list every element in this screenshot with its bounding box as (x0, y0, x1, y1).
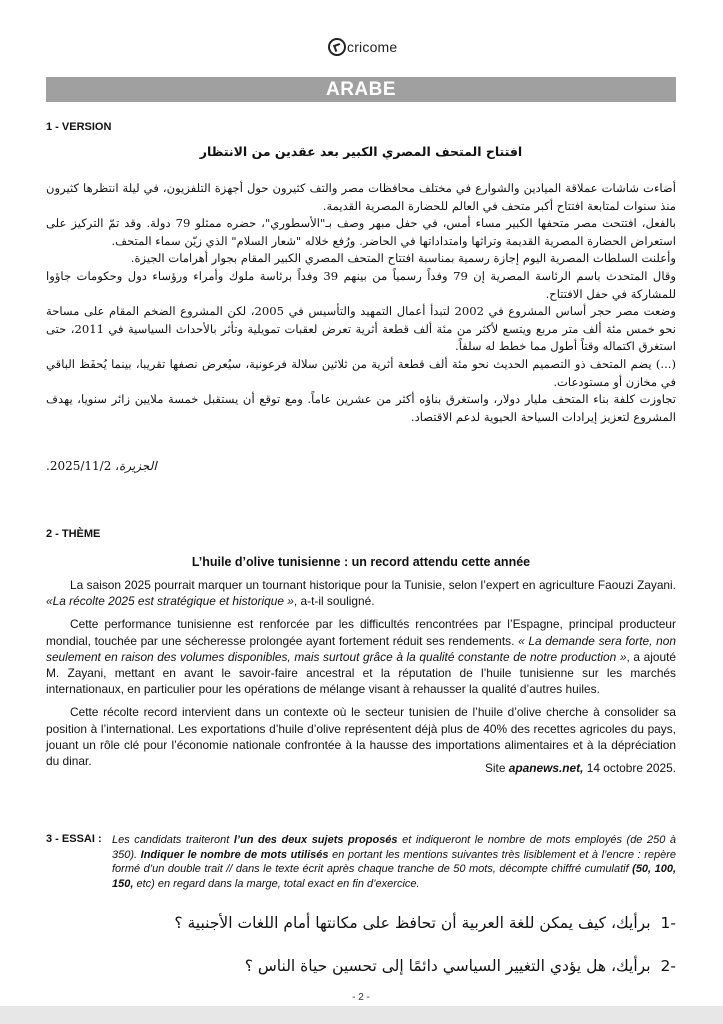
source-date: 14 octobre 2025. (583, 761, 676, 775)
instr-run: en portant les mentions suivantes très lisiblement et à l’encre : repère formé d’un double trait // dans le texte écrit après chaque tranche de 50 mots, décompte chiffré cumulatif (112, 848, 676, 875)
french-article-title: L’huile d’olive tunisienne : un record attendu cette année (191, 555, 531, 569)
arabic-paragraph: وقال المتحدث باسم الرئاسة المصرية إن 79 وفداً رسمياً من بينهم 39 وفداً برئاسة ملوك وأمراء ورؤساء دول وحكومات جاؤوا للمشاركة في حفل الافتتاح. (46, 268, 676, 301)
text-run: La saison 2025 pourrait marquer un tournant historique pour la Tunisie, selon l’expert en agriculture Faouzi Zayani. (70, 578, 676, 592)
instr-run: et indiqueront le nombre de mots employés (de 250 à 350). (112, 834, 676, 861)
essay-subject-2 (46, 957, 676, 975)
source-name: الجزيرة (119, 459, 157, 473)
text-run: Cette performance tunisienne est renforcée par les difficultés rencontrées par l’Espagne, principal producteur mondial, touchée par une sécheresse prolongée ayant fortement réduit ses rendements. (46, 617, 676, 648)
subject-number: -1 (660, 914, 676, 932)
essay-instructions (112, 833, 676, 891)
quote: « La demande sera forte, non seulement en raison des volumes disponibles, mais surtout grâce à la qualité constante de notre production » (46, 633, 676, 664)
section-3-heading: 3 - ESSAI : (46, 833, 102, 845)
french-paragraph (46, 616, 676, 697)
arabic-source (46, 459, 157, 473)
arabic-paragraph: أضاءت شاشات عملاقة الميادين والشوارع في مختلف محافظات مصر والتف كثيرون حول أجهزة التلفزيون، في ليلة انتظرها كثيرون منذ سنوات لمتابعة افتتاح أكبر متحف في العالم للحضارة المصرية القديمة. (46, 181, 676, 213)
subject-number: -2 (660, 957, 676, 975)
source-prefix: Site (484, 761, 509, 775)
arabic-paragraph: (...) يضم المتحف ذو التصميم الحديث نحو مئة ألف قطعة أثرية من ثلاثين سلالة فرعونية، سيُعرض نصفها تقريبا، بينما يُحفَظ الباقي في مخازن أو مستودعات. (46, 356, 676, 389)
arabic-paragraph: وضعت مصر حجر أساس المشروع في 2002 لتبدأ أعمال التمهيد والتأسيس في 2005، لكن المشروع الضخم المقام على مساحة نحو خمس مئة ألف متر مربع ويتسع لأكثر من مئة ألف قطعة أثرية تعرض لعقبات تمويلية وتأثر بالأحداث السياسية في 2011، حتى استغرق اكتماله وقتاً أطول مما خطط له سلفاً. (46, 304, 676, 354)
logo-text: cricome (347, 39, 398, 55)
ecricome-e-icon (328, 38, 346, 56)
page-number: - 2 - (352, 992, 370, 1003)
french-source (46, 761, 676, 775)
instr-bold: (50, 100, 150, (112, 863, 677, 890)
arabic-paragraph: تجاوزت كلفة بناء المتحف مليار دولار، واستغرق بناؤه أكثر من عشرين عاماً. ومع توقع أن يستقبل خمسة ملايين زائر سنويا، يهدف المشروع لتعزيز إيرادات السياحة الحيوية لدعم الاقتصاد. (46, 392, 676, 424)
ecricome-logo (328, 36, 397, 58)
essay-subject-1 (46, 914, 676, 932)
text-run: , a ajouté M. Zayani, mettant en avant le savoir-faire ancestral et la réputation de l’huile tunisienne sur les marchés internationaux, en particulier pour les opérations de mélange visant à rehausser la qualité d’autres huiles. (46, 649, 677, 697)
quote: «La récolte 2025 est stratégique et historique » (46, 594, 294, 609)
text-run: , a-t-il souligné. (293, 594, 375, 609)
source-site: apanews.net, (508, 761, 584, 775)
section-1-heading: 1 - VERSION (46, 121, 112, 133)
french-article-body (46, 577, 676, 776)
section-2-heading: 2 - THÈME (46, 528, 101, 540)
arabic-article-title: افتتاح المتحف المصري الكبير بعد عقدين من الانتظار (199, 144, 523, 159)
instr-run: Les candidats traiteront (112, 834, 234, 846)
bottom-bar (0, 1006, 723, 1024)
arabic-paragraph: بالفعل، افتتحت مصر متحفها الكبير مساء أمس، في حفل مبهر وصف بـ"الأسطوري"، حضره ممثلو 79 دولة. وقد تمّ التركيز على استعراض الحضارة المصرية القديمة وتراثها وامتداداتها في الحاضر. ورُفع خلاله "شعار السلام" الذي زيّن سماء المتحف. (46, 216, 676, 248)
instr-run: etc) en regard dans la marge, total exact en fin d’exercice. (133, 877, 420, 890)
subject-banner: ARABE (46, 77, 676, 102)
subject-text: برأيك، هل يؤدي التغيير السياسي دائمًا إلى تحسين حياة الناس ؟ (244, 957, 651, 975)
arabic-article-body (46, 180, 676, 426)
instr-bold: Indiquer le nombre de mots utilisés (140, 848, 329, 861)
instr-bold: l’un des deux sujets proposés (233, 834, 398, 846)
subject-text: برأيك، كيف يمكن للغة العربية أن تحافظ على مكانتها أمام اللغات الأجنبية ؟ (174, 914, 651, 932)
french-paragraph: Cette récolte record intervient dans un contexte où le secteur tunisien de l’huile d’olive cherche à consolider sa position à l’international. Les exportations d’huile d’olive représentent déjà plus de 40% des recettes agricoles du pays, jouant un rôle clé pour l’économie nationale confrontée à la hausse des importations alimentaires et à la dépréciation du dinar. (46, 705, 676, 769)
source-date: ، 2025/11/2. (46, 459, 120, 473)
arabic-paragraph: وأعلنت السلطات المصرية اليوم إجازة رسمية بمناسبة افتتاح المتحف المصري الكبير المقام بجوار أهرامات الجيزة. (130, 251, 676, 266)
french-paragraph (46, 577, 676, 609)
